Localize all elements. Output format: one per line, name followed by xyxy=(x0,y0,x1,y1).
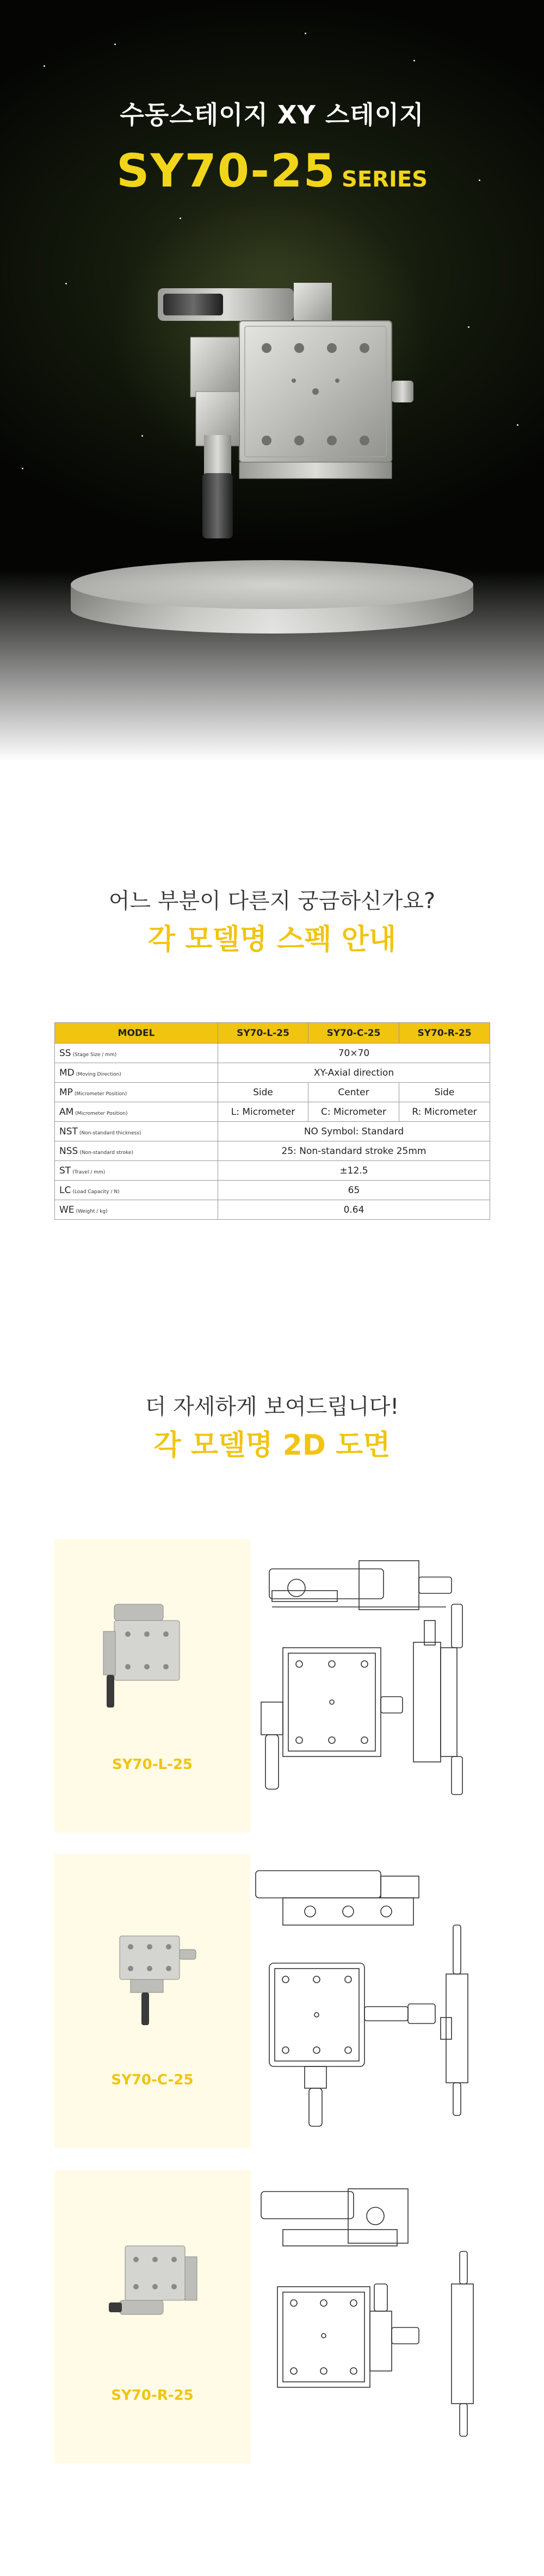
row-code: NST xyxy=(59,1126,78,1137)
row-desc: (Moving Direction) xyxy=(76,1071,121,1077)
hero-banner xyxy=(0,0,544,761)
panel-model-name: SY70-R-25 xyxy=(111,2387,194,2404)
row-value: 65 xyxy=(218,1181,490,1200)
table-row xyxy=(55,1161,490,1181)
spec-header-cell: SY70-L-25 xyxy=(218,1023,308,1044)
row-desc: (Load Capacity / N) xyxy=(72,1189,120,1195)
table-row xyxy=(55,1102,490,1122)
row-value: Side xyxy=(399,1083,490,1102)
row-value: ±12.5 xyxy=(218,1161,490,1181)
row-label xyxy=(55,1063,218,1083)
row-value: C: Micrometer xyxy=(308,1102,399,1122)
row-code: LC xyxy=(59,1184,71,1196)
row-desc: (Micrometer Position) xyxy=(75,1110,128,1116)
table-row xyxy=(55,1044,490,1063)
hero-fade xyxy=(0,571,544,761)
row-label xyxy=(55,1141,218,1161)
technical-drawing-2d xyxy=(54,1854,490,2148)
row-code: AM xyxy=(59,1106,74,1118)
spec-header-cell: SY70-C-25 xyxy=(308,1023,399,1044)
row-desc: (Non-standard stroke) xyxy=(79,1150,133,1156)
row-value: XY-Axial direction xyxy=(218,1063,490,1083)
spec-table xyxy=(54,1022,490,1220)
row-label xyxy=(55,1044,218,1063)
technical-drawing-2d xyxy=(54,2170,490,2463)
row-code: SS xyxy=(59,1047,71,1059)
row-value: 70×70 xyxy=(218,1044,490,1063)
row-code: MD xyxy=(59,1067,75,1078)
row-code: ST xyxy=(59,1165,71,1176)
row-value: Side xyxy=(218,1083,308,1102)
row-value: NO Symbol: Standard xyxy=(218,1122,490,1141)
row-value: L: Micrometer xyxy=(218,1102,308,1122)
table-row xyxy=(55,1141,490,1161)
row-value: 25: Non-standard stroke 25mm xyxy=(218,1141,490,1161)
spec-header-cell: SY70-R-25 xyxy=(399,1023,490,1044)
drawing-panel-c xyxy=(54,1854,490,2148)
spec-heading: 각 모델명 스펙 안내 xyxy=(147,923,397,956)
row-label xyxy=(55,1122,218,1141)
spec-header-row xyxy=(55,1023,490,1044)
spec-question: 어느 부분이 다른지 궁금하신가요? xyxy=(108,889,436,914)
drawing-panel-r xyxy=(54,2170,490,2463)
series-main: SY70-25 xyxy=(116,144,337,197)
row-value: Center xyxy=(308,1083,399,1102)
row-label xyxy=(55,1161,218,1181)
drawing-question: 더 자세하게 보여드립니다! xyxy=(145,1394,399,1419)
drawing-heading: 각 모델명 2D 도면 xyxy=(153,1429,391,1462)
table-row xyxy=(55,1122,490,1141)
hero-title: 수동스테이지 XY 스테이지 xyxy=(120,100,424,129)
table-row xyxy=(55,1063,490,1083)
table-row xyxy=(55,1181,490,1200)
xy-stage-render xyxy=(0,0,544,544)
row-label xyxy=(55,1102,218,1122)
row-label xyxy=(55,1200,218,1220)
row-code: NSS xyxy=(59,1145,78,1157)
row-desc: (Weight / kg) xyxy=(76,1208,108,1214)
row-desc: (Travel / mm) xyxy=(72,1169,106,1175)
row-code: WE xyxy=(59,1204,75,1215)
series-suffix: SERIES xyxy=(342,167,428,192)
table-row xyxy=(55,1200,490,1220)
spec-header-cell: MODEL xyxy=(55,1023,218,1044)
row-desc: (Stage Size / mm) xyxy=(72,1052,117,1058)
panel-model-name: SY70-L-25 xyxy=(112,1756,193,1773)
row-code: MP xyxy=(59,1087,73,1098)
row-label xyxy=(55,1083,218,1102)
row-desc: (Micrometer Position) xyxy=(74,1091,127,1097)
panel-model-name: SY70-C-25 xyxy=(111,2072,194,2088)
table-row xyxy=(55,1083,490,1102)
drawing-panel-l xyxy=(54,1539,490,1833)
row-value: 0.64 xyxy=(218,1200,490,1220)
technical-drawing-2d xyxy=(54,1539,490,1833)
row-desc: (Non-standard thickness) xyxy=(79,1130,141,1136)
row-value: R: Micrometer xyxy=(399,1102,490,1122)
row-label xyxy=(55,1181,218,1200)
